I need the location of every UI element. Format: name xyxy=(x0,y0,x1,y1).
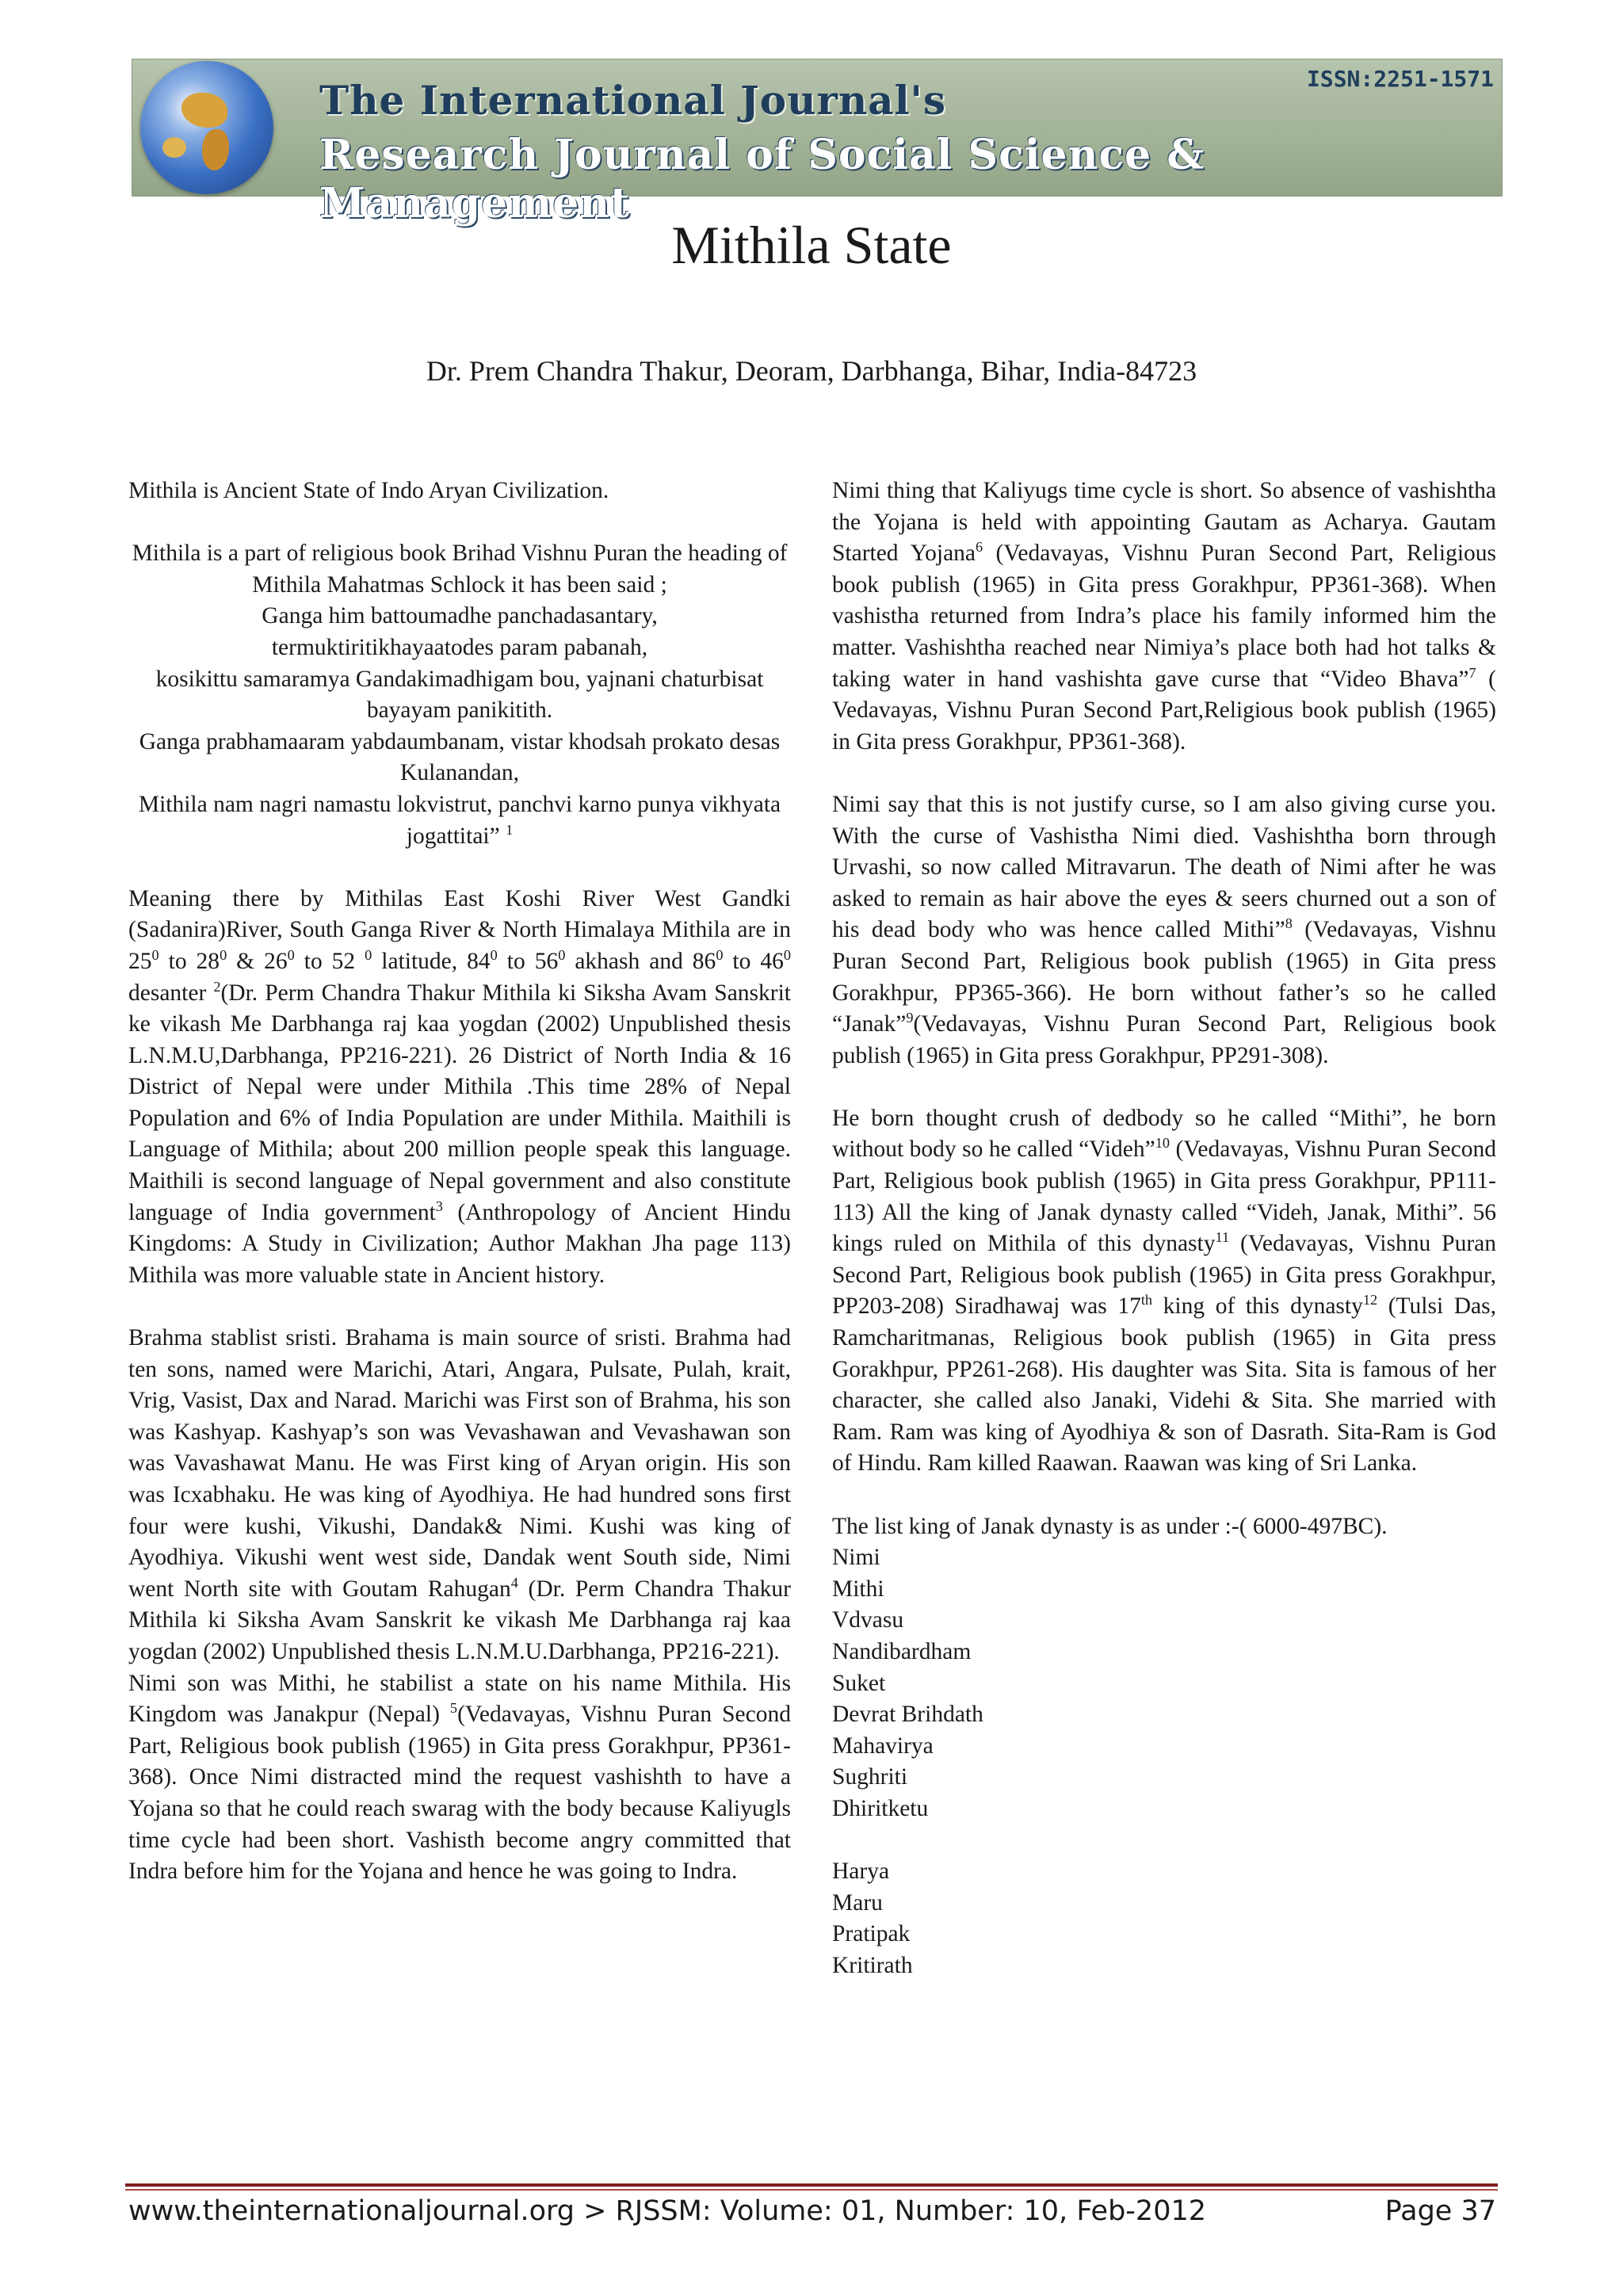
footnote-marker: 1 xyxy=(506,821,514,838)
list-item: Nandibardham xyxy=(832,1638,972,1664)
verse-line: Mithila is a part of religious book Brihad Vishnu Puran the heading of Mithila Mahatmas Schlock it has been said ; xyxy=(132,541,788,598)
intro-paragraph: Mithila is Ancient State of Indo Aryan Civilization. xyxy=(128,478,609,503)
journal-name-line2: Research Journal of Social Science & Management xyxy=(319,131,1205,227)
list-item: Vdvasu xyxy=(832,1607,904,1633)
journal-banner xyxy=(132,59,1503,227)
right-column xyxy=(832,476,1496,1982)
body-paragraph: Brahma stablist sristi. Brahama is main source of sristi. Brahma had ten sons, named were Marichi, Atari, Angara, Pulsate, Pulah, krait, Vrig, Vasist, Dax and Narad. Marichi was First son of Brahma, his son was Kashyap. Kashyap’s son was Vevashawan and Vevashawan son was Vavashawat Manu. He was First king of Aryan origin. His son was Icxabhaku. He was king of Ayodhiya. He had hundred sons first four were kushi, Vikushi, Dandak& Nimi. Kushi was king of Ayodhiya. Vikushi went west side, Dandak went South side, Nimi went North site with Goutam Rahugan$^4$ (Dr. Perm Chandra Thakur Mithila ki Siksha Avam Sanskrit ke vikash Me Darbhanga raj kaa yogdan (2002) Unpublished thesis L.N.M.U.Darbhanga, PP216-221). xyxy=(128,1325,792,1664)
list-heading: The list king of Janak dynasty is as under :-( 6000-497BC). xyxy=(832,1513,1388,1539)
list-item: Maru xyxy=(832,1889,883,1916)
journal-name-line1: The International Journal's xyxy=(319,77,947,124)
body-paragraph: Nimi say that this is not justify curse, so I am also giving curse you. With the curse of Vashistha Nimi died. Vashishtha born through Urvashi, so now called Mitravarun. The death of Nimi after he was asked to remain as hair above the eyes & seers churned out a son of his dead body who was hence called Mithi”$^8$ (Vedavayas, Vishnu Puran Second Part, Religious book publish (1965) in Gita press Gorakhpur, PP365-366). He born without father’s so he called “Janak”$^9$(Vedavayas, Vishnu Puran Second Part, Religious book publish (1965) in Gita press Gorakhpur, PP291-308). xyxy=(832,791,1496,1068)
body-paragraph: Nimi thing that Kaliyugs time cycle is short. So absence of vashishtha the Yojana is held with appointing Gautam as Acharya. Gautam Started Yojana$^6$ (Vedavayas, Vishnu Puran Second Part, Religious book publish (1965) in Gita press Gorakhpur, PP361-368). When vashistha returned from Indra’s place his family informed him the matter. Vashishtha reached near Nimiya’s place both had hot talks & taking water in hand vashishta gave curse that “Video Bhava”$^7$ ( Vedavayas, Vishnu Puran Second Part,Religious book publish (1965) in Gita press Gorakhpur, PP361-368). xyxy=(832,478,1496,755)
article-title: Mithila State xyxy=(671,215,952,275)
list-item: Mithi xyxy=(832,1576,884,1602)
list-item: Nimi xyxy=(832,1545,880,1571)
globe-icon xyxy=(140,61,273,194)
verse-line-final xyxy=(128,789,791,852)
list-item: Suket xyxy=(832,1670,886,1696)
list-item: Mahavirya xyxy=(832,1733,934,1759)
verse-line: Ganga him battoumadhe panchadasantary, xyxy=(262,603,658,629)
body-paragraph: He born thought crush of dedbody so he called “Mithi”, he born without body so he called “Videh”$^{10}$ (Vedavayas, Vishnu Puran Second Part, Religious book publish (1965) in Gita press Gorakhpur, PP111-113) All the king of Janak dynasty called “Videh, Janak, Mithi”. 56 kings ruled on Mithila of this dynasty$^{11}$ (Vedavayas, Vishnu Puran Second Part, Religious book publish (1965) in Gita press Gorakhpur, PP203-208) Siradhawaj was 17th king of this dynasty$^{12}$ (Tulsi Das, Ramcharitmanas, Religious book publish (1965) in Gita press Gorakhpur, PP261-268). His daughter was Sita. Sita is famous of her character, she called also Janaki, Videhi & Sita. She married with Ram. Ram was king of Ayodhiya & son of Dasrath. Sita-Ram is God of Hindu. Ram killed Raawan. Raawan was king of Sri Lanka. xyxy=(832,1105,1496,1477)
list-item: Kritirath xyxy=(832,1952,913,1978)
article-author: Dr. Prem Chandra Thakur, Deoram, Darbhanga, Bihar, India-84723 xyxy=(426,355,1197,387)
verse-line: termuktiritikhayaatodes param pabanah, xyxy=(271,634,648,660)
verse-text: Mithila nam nagri namastu lokvistrut, panchvi karno punya vikhyata jogattitai” xyxy=(138,791,781,849)
verse-line: Ganga prabhamaaram yabdaumbanam, vistar khodsah prokato desas Kulanandan, xyxy=(139,728,781,786)
footer-divider-thin xyxy=(125,2189,1498,2191)
body-paragraph: Meaning there by Mithilas East Koshi River West Gandki (Sadanira)River, South Ganga River & North Himalaya Mithila are in $25^0$ to $28^0$ & $26^0$ to 52 $^0$ latitude, $84^0$ to $56^0$ akhash and $86^0$ to $46^0$ desanter $^2$(Dr. Perm Chandra Thakur Mithila ki Siksha Avam Sanskrit ke vikash Me Darbhanga raj kaa yogdan (2002) Unpublished thesis L.N.M.U,Darbhanga, PP216-221). 26 District of North India & 16 District of Nepal were under Mithila .This time 28% of Nepal Population and 6% of India Population are under Mithila. Maithili is Language of Mithila; about 200 million people speak this language. Maithili is second language of Nepal government and also constitute language of India government$^3$ (Anthropology of Ancient Hindu Kingdoms: A Study in Civilization; Author Makhan Jha page 113) Mithila was more valuable state in Ancient history. xyxy=(128,885,792,1288)
verse-line: kosikittu samaramya Gandakimadhigam bou, yajnani chaturbisat bayayam panikitith. xyxy=(155,666,764,724)
list-item: Harya xyxy=(832,1859,890,1885)
list-item: Dhiritketu xyxy=(832,1795,929,1821)
body-paragraph: Nimi son was Mithi, he stabilist a state on his name Mithila. His Kingdom was Janakpur (Nepal) $^5$(Vedavayas, Vishnu Puran Second Part, Religious book publish (1965) in Gita press Gorakhpur, PP361-368). Once Nimi distracted mind the request vashishth to have a Yojana so that he could reach swarag with the body because Kaliyugls time cycle had been short. Vashisth become angry committed that Indra before him for the Yojana and hence he was going to Indra. xyxy=(128,1670,791,1885)
footer-citation: www.theinternationaljournal.org > RJSSM: Volume: 01, Number: 10, Feb-2012 xyxy=(128,2195,1206,2227)
issn-label: ISSN:2251-1571 xyxy=(1306,66,1494,92)
list-item: Pratipak xyxy=(832,1921,911,1947)
page-number: Page 37 xyxy=(1384,2195,1496,2227)
left-column xyxy=(128,476,791,1888)
list-item: Devrat Brihdath xyxy=(832,1702,983,1728)
footer-divider xyxy=(125,2183,1498,2187)
list-item: Sughriti xyxy=(832,1764,908,1790)
